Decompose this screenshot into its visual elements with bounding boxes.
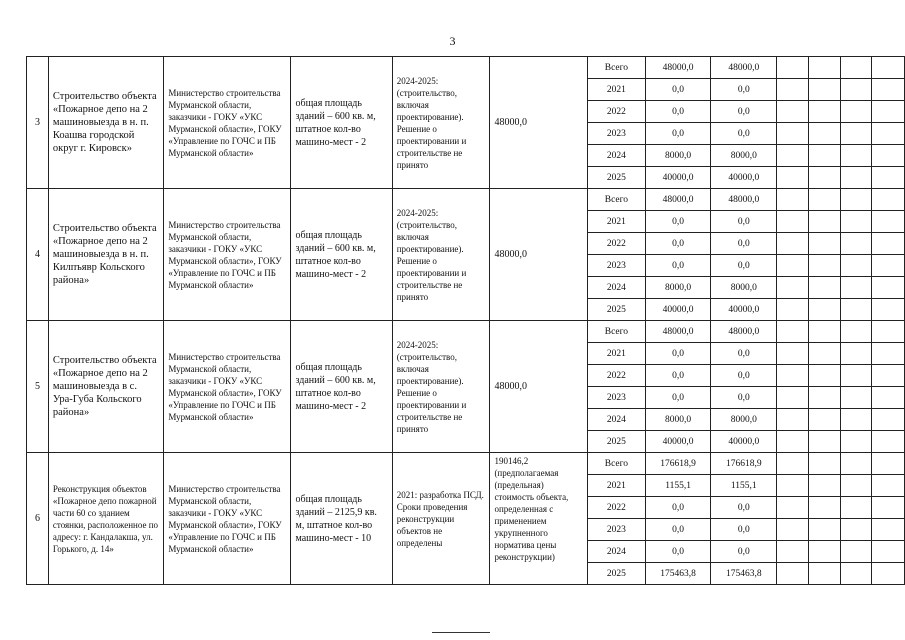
empty-cell xyxy=(808,409,840,431)
empty-cell xyxy=(872,167,905,189)
object-name: Строительство объекта «Пожарное депо на 2 машиновыезда в н. п. Килпъявр Кольского района» xyxy=(48,189,163,321)
year-label: 2024 xyxy=(588,541,646,563)
empty-cell xyxy=(840,475,872,497)
empty-cell xyxy=(840,101,872,123)
year-label: Всего xyxy=(588,321,646,343)
object-capacity: общая площадь зданий – 600 кв. м, штатное кол-во машино-мест - 2 xyxy=(291,189,392,321)
empty-cell xyxy=(777,365,809,387)
funding-total: 48000,0 xyxy=(645,189,711,211)
empty-cell xyxy=(777,321,809,343)
empty-cell xyxy=(808,387,840,409)
funding-regional-budget: 48000,0 xyxy=(711,57,777,79)
empty-cell xyxy=(777,387,809,409)
funding-regional-budget: 0,0 xyxy=(711,79,777,101)
funding-regional-budget: 48000,0 xyxy=(711,189,777,211)
empty-cell xyxy=(872,123,905,145)
empty-cell xyxy=(777,453,809,475)
year-label: 2025 xyxy=(588,167,646,189)
year-label: 2024 xyxy=(588,409,646,431)
empty-cell xyxy=(808,167,840,189)
empty-cell xyxy=(808,321,840,343)
object-capacity: общая площадь зданий – 600 кв. м, штатное кол-во машино-мест - 2 xyxy=(291,321,392,453)
funding-total: 48000,0 xyxy=(645,57,711,79)
implementation-term: 2021: разработка ПСД. Сроки проведения реконструкции объектов не определены xyxy=(392,453,490,585)
empty-cell xyxy=(872,453,905,475)
empty-cell xyxy=(872,519,905,541)
funding-regional-budget: 40000,0 xyxy=(711,299,777,321)
year-label: 2023 xyxy=(588,387,646,409)
funding-total: 0,0 xyxy=(645,365,711,387)
funding-total: 8000,0 xyxy=(645,409,711,431)
funding-regional-budget: 0,0 xyxy=(711,211,777,233)
funding-total: 0,0 xyxy=(645,519,711,541)
empty-cell xyxy=(840,387,872,409)
empty-cell xyxy=(840,431,872,453)
empty-cell xyxy=(872,365,905,387)
funding-regional-budget: 1155,1 xyxy=(711,475,777,497)
empty-cell xyxy=(840,57,872,79)
funding-regional-budget: 0,0 xyxy=(711,519,777,541)
empty-cell xyxy=(777,57,809,79)
empty-cell xyxy=(872,101,905,123)
empty-cell xyxy=(808,299,840,321)
object-name: Строительство объекта «Пожарное депо на 2 машиновыезда в с. Ура-Губа Кольского района» xyxy=(48,321,163,453)
empty-cell xyxy=(777,233,809,255)
empty-cell xyxy=(872,233,905,255)
responsible-organization: Министерство строительства Мурманской области, заказчики - ГОКУ «УКС Мурманской области», ГОКУ «Управление по ГОЧС и ПБ Мурманской области» xyxy=(164,189,291,321)
empty-cell xyxy=(808,497,840,519)
funding-regional-budget: 175463,8 xyxy=(711,563,777,585)
funding-total: 40000,0 xyxy=(645,431,711,453)
empty-cell xyxy=(777,145,809,167)
object-name: Реконструкция объектов «Пожарное депо пожарной части 60 со зданием стоянки, расположенное по адресу: г. Кандалакша, ул. Горького, д. 14» xyxy=(48,453,163,585)
table-row xyxy=(27,453,905,475)
empty-cell xyxy=(872,497,905,519)
funding-regional-budget: 176618,9 xyxy=(711,453,777,475)
implementation-term: 2024-2025: (строительство, включая проектирование). Решение о проектировании и строительстве не принято xyxy=(392,321,490,453)
empty-cell xyxy=(808,541,840,563)
empty-cell xyxy=(840,255,872,277)
row-number: 6 xyxy=(27,453,49,585)
empty-cell xyxy=(808,255,840,277)
funding-total: 175463,8 xyxy=(645,563,711,585)
empty-cell xyxy=(872,255,905,277)
empty-cell xyxy=(872,79,905,101)
funding-regional-budget: 0,0 xyxy=(711,123,777,145)
empty-cell xyxy=(777,277,809,299)
funding-total: 48000,0 xyxy=(645,321,711,343)
funding-total: 1155,1 xyxy=(645,475,711,497)
estimated-cost: 190146,2 (предполагаемая (предельная) стоимость объекта, определенная с применением укрупненного норматива цены реконструкции) xyxy=(490,453,588,585)
funding-regional-budget: 48000,0 xyxy=(711,321,777,343)
empty-cell xyxy=(777,101,809,123)
empty-cell xyxy=(808,233,840,255)
empty-cell xyxy=(808,277,840,299)
responsible-organization: Министерство строительства Мурманской области, заказчики - ГОКУ «УКС Мурманской области», ГОКУ «Управление по ГОЧС и ПБ Мурманской области» xyxy=(164,453,291,585)
estimated-cost: 48000,0 xyxy=(490,57,588,189)
year-label: 2022 xyxy=(588,101,646,123)
funding-total: 176618,9 xyxy=(645,453,711,475)
empty-cell xyxy=(840,299,872,321)
empty-cell xyxy=(808,365,840,387)
empty-cell xyxy=(840,343,872,365)
funding-total: 0,0 xyxy=(645,123,711,145)
year-label: Всего xyxy=(588,57,646,79)
empty-cell xyxy=(840,189,872,211)
object-capacity: общая площадь зданий – 2125,9 кв. м, штатное кол-во машино-мест - 10 xyxy=(291,453,392,585)
funding-total: 0,0 xyxy=(645,233,711,255)
empty-cell xyxy=(777,343,809,365)
funding-total: 8000,0 xyxy=(645,145,711,167)
year-label: 2022 xyxy=(588,365,646,387)
funding-total: 40000,0 xyxy=(645,299,711,321)
empty-cell xyxy=(808,211,840,233)
year-label: 2022 xyxy=(588,233,646,255)
funding-regional-budget: 40000,0 xyxy=(711,431,777,453)
empty-cell xyxy=(808,145,840,167)
empty-cell xyxy=(872,541,905,563)
empty-cell xyxy=(777,79,809,101)
empty-cell xyxy=(777,563,809,585)
empty-cell xyxy=(777,189,809,211)
year-label: 2025 xyxy=(588,431,646,453)
empty-cell xyxy=(840,211,872,233)
row-number: 5 xyxy=(27,321,49,453)
funding-total: 0,0 xyxy=(645,211,711,233)
funding-regional-budget: 8000,0 xyxy=(711,409,777,431)
year-label: 2023 xyxy=(588,123,646,145)
empty-cell xyxy=(777,299,809,321)
year-label: 2025 xyxy=(588,563,646,585)
object-capacity: общая площадь зданий – 600 кв. м, штатное кол-во машино-мест - 2 xyxy=(291,57,392,189)
funding-regional-budget: 0,0 xyxy=(711,233,777,255)
empty-cell xyxy=(777,167,809,189)
funding-regional-budget: 0,0 xyxy=(711,497,777,519)
year-label: Всего xyxy=(588,189,646,211)
year-label: 2024 xyxy=(588,277,646,299)
empty-cell xyxy=(808,475,840,497)
year-label: 2023 xyxy=(588,255,646,277)
funding-total: 40000,0 xyxy=(645,167,711,189)
empty-cell xyxy=(777,475,809,497)
empty-cell xyxy=(872,321,905,343)
empty-cell xyxy=(808,57,840,79)
funding-regional-budget: 0,0 xyxy=(711,365,777,387)
row-number: 3 xyxy=(27,57,49,189)
table-body xyxy=(27,57,905,585)
empty-cell xyxy=(840,123,872,145)
responsible-organization: Министерство строительства Мурманской области, заказчики - ГОКУ «УКС Мурманской области», ГОКУ «Управление по ГОЧС и ПБ Мурманской области» xyxy=(164,57,291,189)
empty-cell xyxy=(872,563,905,585)
funding-total: 0,0 xyxy=(645,101,711,123)
table-row xyxy=(27,189,905,211)
funding-total: 0,0 xyxy=(645,343,711,365)
year-label: 2021 xyxy=(588,475,646,497)
empty-cell xyxy=(840,321,872,343)
funding-regional-budget: 0,0 xyxy=(711,387,777,409)
funding-regional-budget: 0,0 xyxy=(711,255,777,277)
row-number: 4 xyxy=(27,189,49,321)
year-label: 2021 xyxy=(588,79,646,101)
empty-cell xyxy=(808,79,840,101)
investment-table xyxy=(26,56,905,585)
year-label: 2021 xyxy=(588,211,646,233)
empty-cell xyxy=(872,57,905,79)
funding-total: 0,0 xyxy=(645,79,711,101)
funding-regional-budget: 0,0 xyxy=(711,343,777,365)
object-name: Строительство объекта «Пожарное депо на 2 машиновыезда в н. п. Коашва городской округ г. Кировск» xyxy=(48,57,163,189)
funding-regional-budget: 0,0 xyxy=(711,541,777,563)
empty-cell xyxy=(840,453,872,475)
implementation-term: 2024-2025: (строительство, включая проектирование). Решение о проектировании и строительстве не принято xyxy=(392,57,490,189)
empty-cell xyxy=(840,145,872,167)
empty-cell xyxy=(777,519,809,541)
empty-cell xyxy=(840,233,872,255)
empty-cell xyxy=(872,431,905,453)
empty-cell xyxy=(872,299,905,321)
empty-cell xyxy=(777,497,809,519)
empty-cell xyxy=(872,387,905,409)
empty-cell xyxy=(840,277,872,299)
funding-total: 0,0 xyxy=(645,255,711,277)
empty-cell xyxy=(840,409,872,431)
funding-regional-budget: 8000,0 xyxy=(711,145,777,167)
year-label: 2023 xyxy=(588,519,646,541)
year-label: 2022 xyxy=(588,497,646,519)
table-row xyxy=(27,321,905,343)
year-label: 2021 xyxy=(588,343,646,365)
empty-cell xyxy=(808,101,840,123)
empty-cell xyxy=(777,409,809,431)
table-row xyxy=(27,57,905,79)
empty-cell xyxy=(777,123,809,145)
empty-cell xyxy=(777,431,809,453)
empty-cell xyxy=(808,453,840,475)
funding-total: 8000,0 xyxy=(645,277,711,299)
empty-cell xyxy=(840,167,872,189)
empty-cell xyxy=(872,189,905,211)
implementation-term: 2024-2025: (строительство, включая проектирование). Решение о проектировании и строительстве не принято xyxy=(392,189,490,321)
empty-cell xyxy=(872,409,905,431)
empty-cell xyxy=(872,475,905,497)
funding-regional-budget: 0,0 xyxy=(711,101,777,123)
empty-cell xyxy=(872,211,905,233)
funding-regional-budget: 8000,0 xyxy=(711,277,777,299)
empty-cell xyxy=(777,541,809,563)
estimated-cost: 48000,0 xyxy=(490,189,588,321)
empty-cell xyxy=(840,79,872,101)
funding-total: 0,0 xyxy=(645,387,711,409)
funding-total: 0,0 xyxy=(645,541,711,563)
empty-cell xyxy=(808,123,840,145)
year-label: Всего xyxy=(588,453,646,475)
empty-cell xyxy=(840,519,872,541)
funding-total: 0,0 xyxy=(645,497,711,519)
empty-cell xyxy=(808,519,840,541)
empty-cell xyxy=(808,343,840,365)
empty-cell xyxy=(872,145,905,167)
year-label: 2024 xyxy=(588,145,646,167)
empty-cell xyxy=(840,563,872,585)
estimated-cost: 48000,0 xyxy=(490,321,588,453)
year-label: 2025 xyxy=(588,299,646,321)
funding-regional-budget: 40000,0 xyxy=(711,167,777,189)
empty-cell xyxy=(777,255,809,277)
page-number: 3 xyxy=(449,34,456,48)
responsible-organization: Министерство строительства Мурманской области, заказчики - ГОКУ «УКС Мурманской области», ГОКУ «Управление по ГОЧС и ПБ Мурманской области» xyxy=(164,321,291,453)
empty-cell xyxy=(872,343,905,365)
empty-cell xyxy=(840,497,872,519)
empty-cell xyxy=(840,541,872,563)
empty-cell xyxy=(808,189,840,211)
empty-cell xyxy=(872,277,905,299)
empty-cell xyxy=(840,365,872,387)
empty-cell xyxy=(808,563,840,585)
empty-cell xyxy=(808,431,840,453)
footer-rule xyxy=(432,632,490,633)
empty-cell xyxy=(777,211,809,233)
